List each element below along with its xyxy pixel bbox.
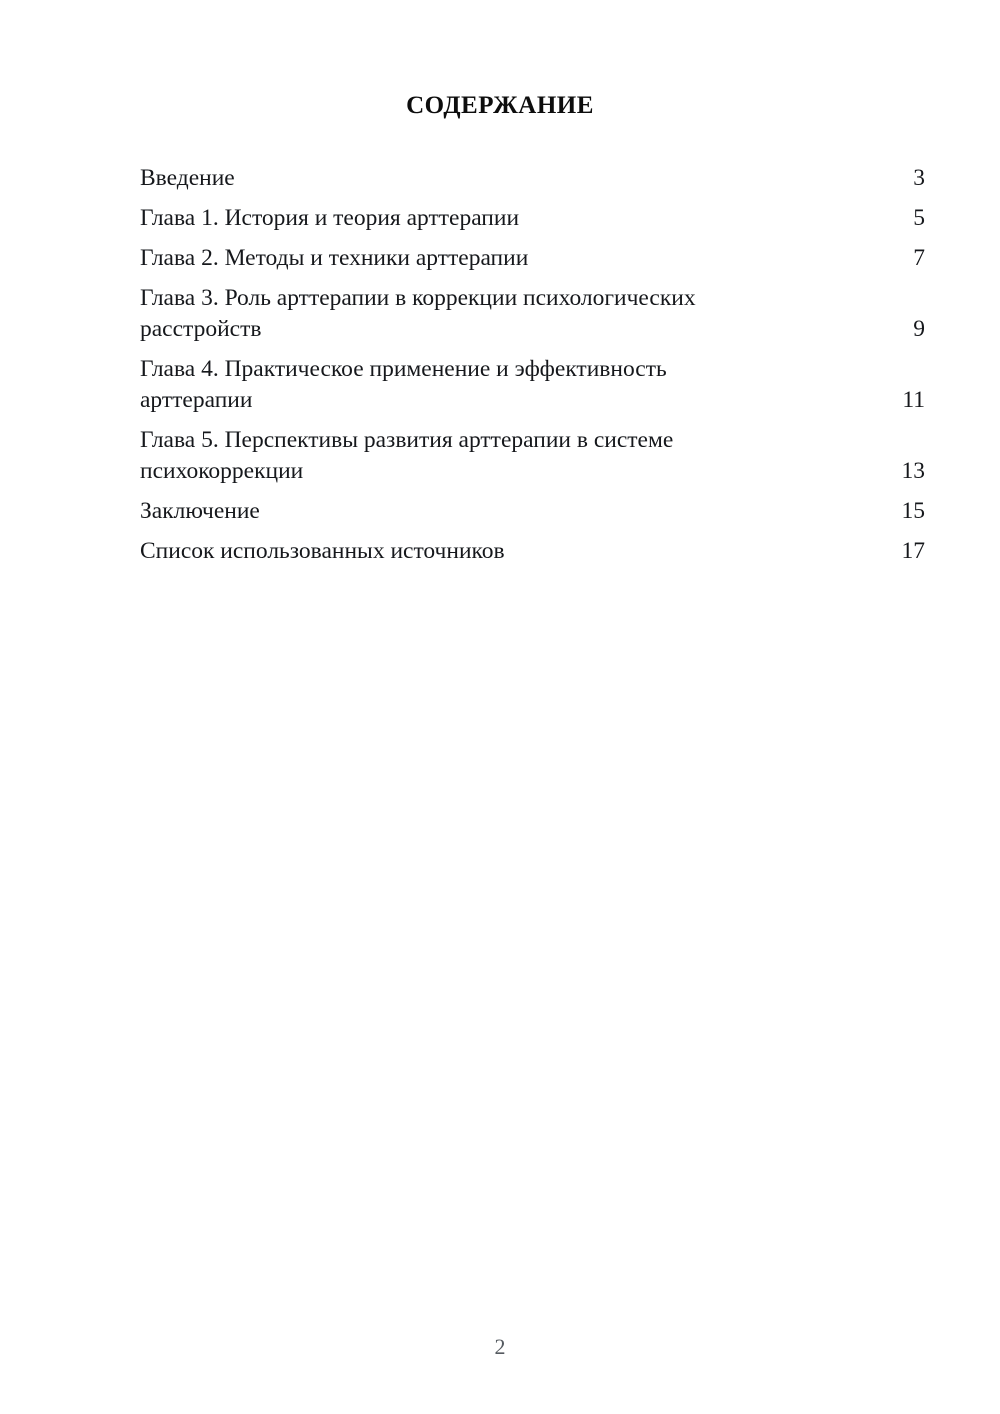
toc-entry-page: 7 [913, 245, 925, 271]
page-title: СОДЕРЖАНИЕ [406, 92, 594, 119]
toc-entry[interactable] [140, 354, 925, 416]
toc-entry-label: Глава 5. Перспективы развития арттерапии в системе психокоррекции [140, 427, 674, 484]
toc-entry[interactable] [140, 163, 925, 194]
toc-entry-page: 17 [901, 538, 925, 564]
toc-entry[interactable] [140, 283, 925, 345]
toc-entry[interactable] [140, 243, 925, 274]
toc-entry-label: Глава 2. Методы и техники арттерапии [140, 245, 529, 271]
footer-page-number: 2 [494, 1334, 506, 1359]
toc-entry-label: Глава 1. История и теория арттерапии [140, 205, 520, 231]
toc-entry[interactable] [140, 425, 925, 487]
toc-entry[interactable] [140, 203, 925, 234]
toc-entry-label: Список использованных источников [140, 538, 505, 564]
toc-entry-page: 9 [913, 316, 925, 342]
toc-entry-label: Глава 3. Роль арттерапии в коррекции психологических расстройств [140, 285, 696, 342]
toc-entry-page: 13 [901, 458, 925, 484]
toc-entry-page: 5 [913, 205, 925, 231]
toc-entry-page: 15 [901, 498, 925, 524]
table-of-contents [140, 163, 925, 576]
toc-entry-page: 3 [913, 165, 925, 191]
toc-entry-label: Заключение [140, 498, 260, 524]
toc-entry[interactable] [140, 536, 925, 567]
toc-entry-label: Глава 4. Практическое применение и эффективность арттерапии [140, 356, 667, 413]
toc-entry[interactable] [140, 496, 925, 527]
toc-entry-label: Введение [140, 165, 235, 191]
toc-entry-page: 11 [902, 387, 925, 413]
